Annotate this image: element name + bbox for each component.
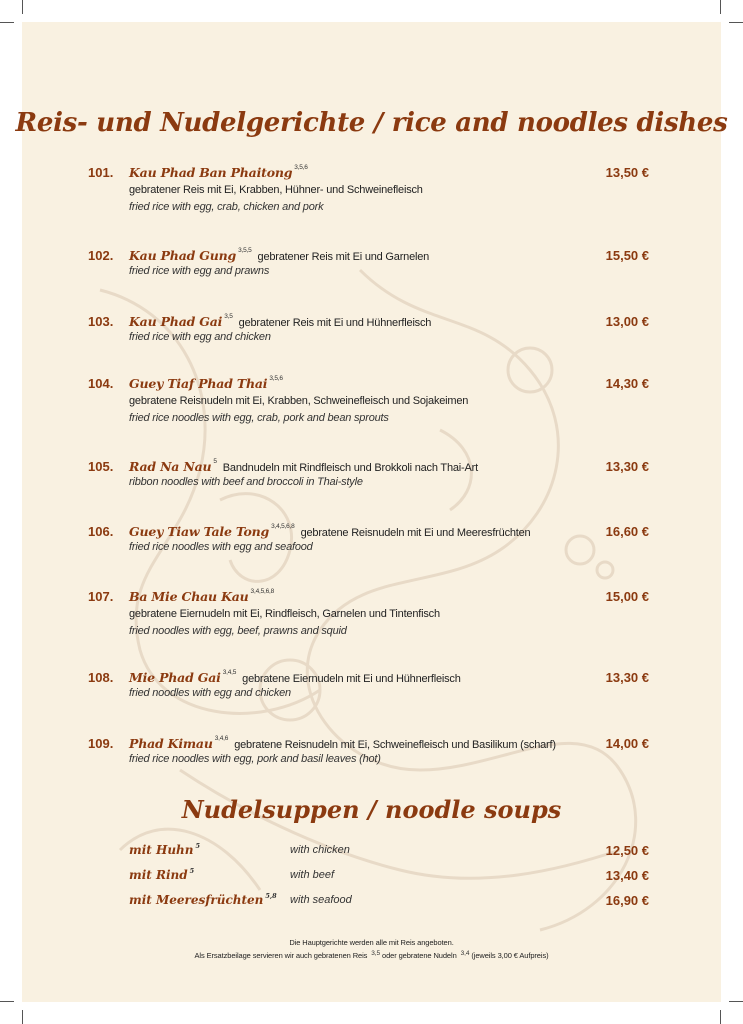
soup-description-en: with beef (290, 869, 335, 881)
soup-description-en: with chicken (290, 844, 350, 856)
item-allergens: 3,4,6 (214, 735, 229, 742)
item-allergens: 3,4,5,6,8 (271, 523, 295, 530)
item-description-de: Bandnudeln mit Rindfleisch und Brokkoli nach Thai-Art (222, 462, 478, 474)
section-title-noodle-soups: Nudelsuppen / noodle soups (181, 795, 562, 824)
item-number: 101. (88, 165, 114, 180)
item-line (129, 588, 743, 620)
menu-item (0, 459, 743, 519)
item-allergens: 5 (213, 458, 217, 465)
item-price: 15,50 € (605, 248, 649, 263)
menu-item (0, 736, 743, 796)
menu-item (0, 248, 743, 308)
soup-allergens: 5,8 (265, 892, 277, 900)
item-allergens: 3,4,5,6,8 (250, 588, 275, 595)
crop-mark (0, 22, 14, 23)
footer-note-line1: Die Hauptgerichte werden alle mit Reis angeboten. (289, 938, 454, 947)
soup-name-line (129, 843, 200, 857)
item-price: 13,50 € (605, 165, 649, 180)
footer-text-c: (jeweils 3,00 € Aufpreis) (471, 951, 549, 960)
section-title-rice-noodles: Reis- und Nudelgerichte / rice and noodles dishes (15, 108, 728, 138)
item-description-de: gebratene Reisnudeln mit Ei, Schweinefleisch und Basilikum (scharf) (234, 739, 556, 751)
item-description-de: gebratene Reisnudeln mit Ei und Meeresfrüchten (300, 527, 531, 539)
item-number: 107. (88, 589, 114, 604)
item-description-en: ribbon noodles with beef and broccoli in Thai-style (129, 476, 363, 488)
item-number: 108. (88, 670, 114, 685)
soup-item (0, 868, 743, 886)
item-name: Guey Tiaw Tale Tong (129, 524, 270, 539)
item-allergens: 3,5,5 (238, 247, 252, 254)
item-name: Kau Phad Gai (129, 314, 223, 329)
crop-mark (0, 1001, 14, 1002)
soup-name-line (129, 893, 277, 907)
item-description-de: gebratene Reisnudeln mit Ei, Krabben, Schweinefleisch und Sojakeimen (129, 395, 469, 407)
crop-mark (720, 1010, 721, 1024)
soup-price: 13,40 € (605, 868, 649, 883)
soup-name: mit Rind (129, 868, 188, 882)
item-description-de: gebratener Reis mit Ei und Hühnerfleisch (238, 317, 432, 329)
soup-item (0, 843, 743, 861)
soup-price: 12,50 € (605, 843, 649, 858)
item-line (129, 459, 743, 474)
menu-item (0, 165, 743, 225)
item-price: 14,00 € (605, 736, 649, 751)
item-description-en: fried rice noodles with egg, pork and basil leaves (hot) (129, 753, 381, 765)
footer-text-a: Als Ersatzbeilage servieren wir auch gebratenen Reis (194, 951, 368, 960)
item-price: 15,00 € (605, 589, 649, 604)
item-description-en: fried rice noodles with egg and seafood (129, 541, 313, 553)
item-description-en: fried noodles with egg and chicken (129, 687, 291, 699)
item-number: 102. (88, 248, 114, 263)
soup-name: mit Huhn (129, 843, 194, 857)
soup-description-en: with seafood (290, 894, 352, 906)
menu-item (0, 670, 743, 730)
item-price: 13,30 € (605, 670, 649, 685)
item-name: Rad Na Nau (129, 459, 212, 474)
crop-mark (729, 22, 743, 23)
menu-item (0, 589, 743, 649)
item-description-de: gebratene Eiernudeln mit Ei, Rindfleisch, Garnelen und Tintenfisch (129, 608, 440, 620)
item-name: Phad Kimau (129, 736, 213, 751)
item-allergens: 3,5,6 (269, 375, 283, 382)
item-price: 13,00 € (605, 314, 649, 329)
item-description-en: fried rice with egg, crab, chicken and pork (129, 201, 324, 213)
item-line (129, 314, 743, 329)
item-description-en: fried rice noodles with egg, crab, pork and bean sprouts (129, 412, 389, 424)
item-line (129, 524, 743, 539)
footer-allergen-a: 3,5 (371, 950, 381, 957)
item-description-de: gebratene Eiernudeln mit Ei und Hühnerfleisch (242, 673, 461, 685)
item-line (129, 375, 743, 407)
soup-item (0, 893, 743, 911)
item-description-de: gebratener Reis mit Ei, Krabben, Hühner- und Schweinefleisch (129, 184, 423, 196)
menu-item (0, 314, 743, 374)
item-number: 105. (88, 459, 114, 474)
item-name: Mie Phad Gai (129, 670, 221, 685)
item-line (129, 670, 743, 685)
crop-mark (22, 1010, 23, 1024)
item-name: Guey Tiaf Phad Thai (129, 376, 268, 391)
item-allergens: 3,5 (224, 313, 233, 320)
item-price: 14,30 € (605, 376, 649, 391)
menu-item (0, 376, 743, 436)
footer-allergen-b: 3,4 (460, 950, 470, 957)
footer-text-b: oder gebratene Nudeln (382, 951, 457, 960)
item-allergens: 3,5,6 (294, 164, 308, 171)
item-number: 103. (88, 314, 114, 329)
soup-allergens: 5 (189, 867, 195, 875)
item-description-en: fried rice with egg and chicken (129, 331, 271, 343)
item-line (129, 164, 743, 196)
item-allergens: 3,4,5 (222, 669, 237, 676)
item-price: 16,60 € (605, 524, 649, 539)
menu-item (0, 524, 743, 584)
item-name: Ba Mie Chau Kau (129, 589, 249, 604)
crop-mark (729, 1001, 743, 1002)
crop-mark (720, 0, 721, 14)
item-line (129, 736, 743, 751)
soup-price: 16,90 € (605, 893, 649, 908)
item-number: 109. (88, 736, 114, 751)
item-name: Kau Phad Ban Phaitong (129, 165, 293, 180)
footer-note-line2 (0, 951, 743, 960)
item-price: 13,30 € (605, 459, 649, 474)
item-line (129, 248, 743, 263)
item-description-en: fried noodles with egg, beef, prawns and squid (129, 625, 347, 637)
soup-name-line (129, 868, 194, 882)
item-number: 104. (88, 376, 114, 391)
item-description-de: gebratener Reis mit Ei und Garnelen (257, 251, 430, 263)
item-number: 106. (88, 524, 114, 539)
crop-mark (22, 0, 23, 14)
item-name: Kau Phad Gung (129, 248, 237, 263)
item-description-en: fried rice with egg and prawns (129, 265, 270, 277)
soup-name: mit Meeresfrüchten (129, 893, 264, 907)
soup-allergens: 5 (195, 842, 201, 850)
